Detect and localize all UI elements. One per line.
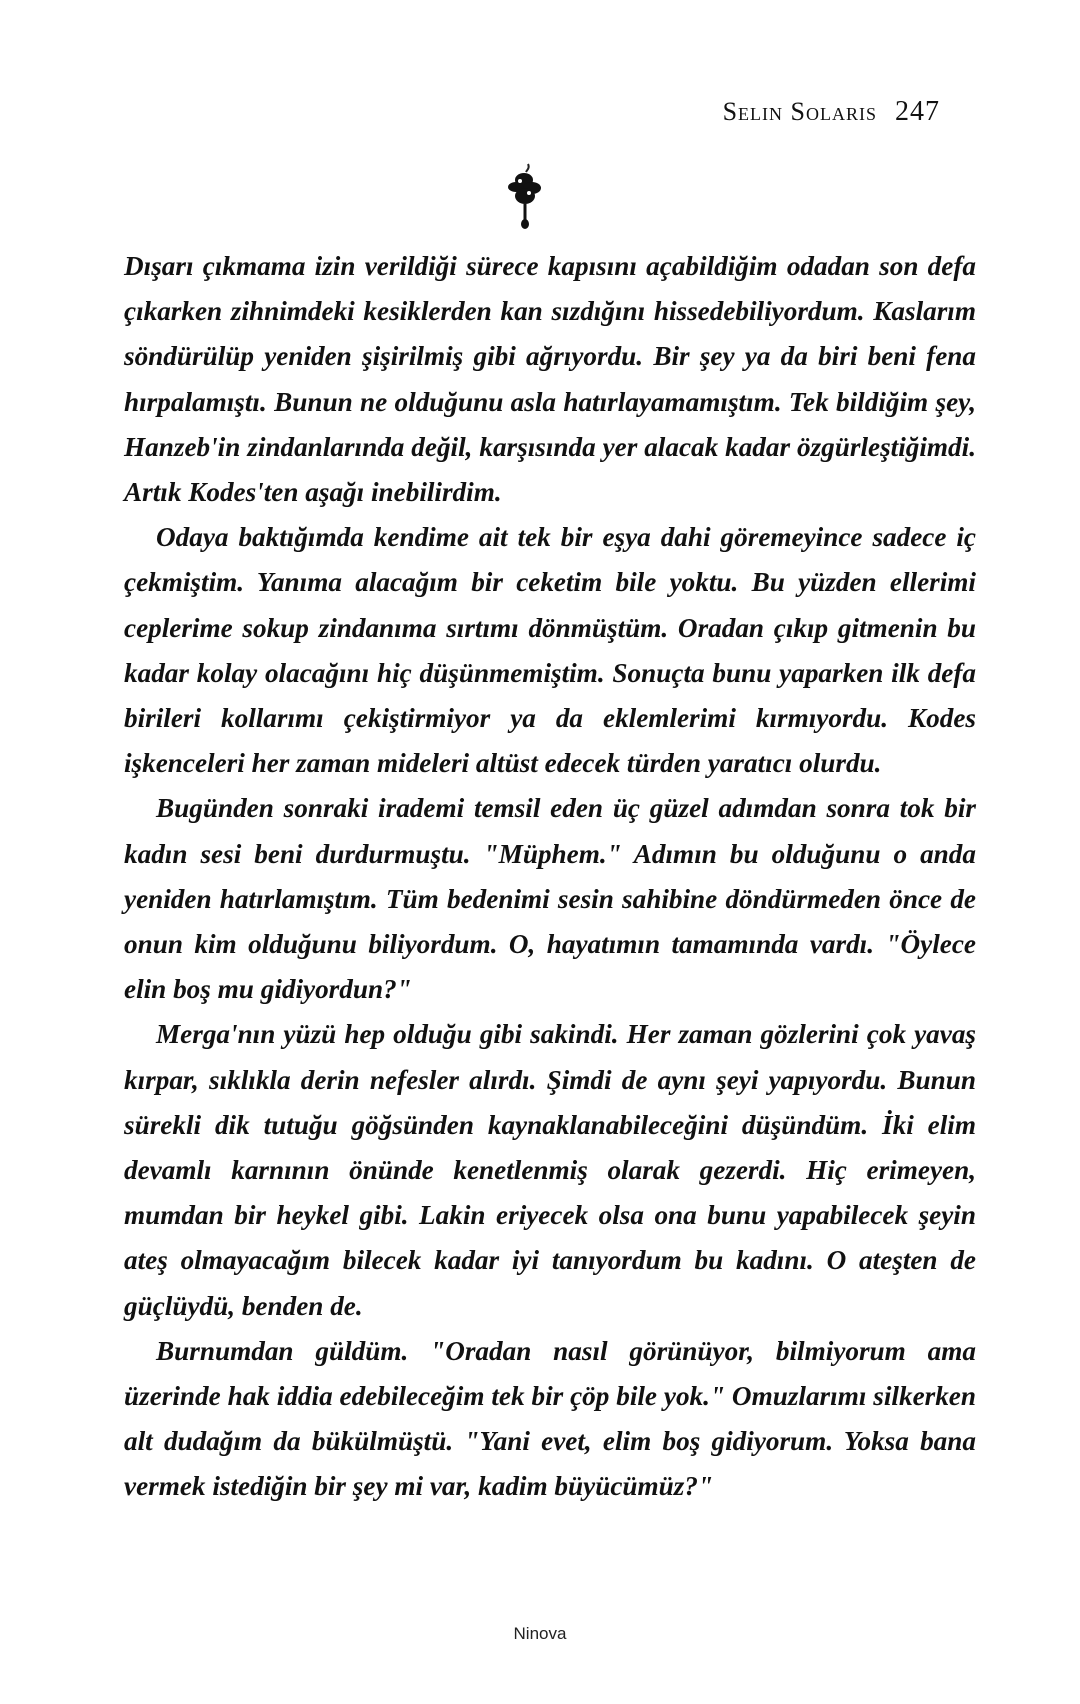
paragraph: Odaya baktığımda kendime ait tek bir eşya dahi göremeyince sadece iç çekmiştim. Yanıma alacağım bir ceketim bile yoktu. Bu yüzden ellerimi ceplerime sokup zindanıma sırtımı dönmüştüm. Oradan çıkıp gitmenin bu kadar kolay olacağını hiç düşünmemiştim. Sonuçta bunu yaparken ilk defa birileri kollarımı çekiştirmiyor ya da eklemlerimi kırmıyordu. Kodes işkenceleri her zaman mideleri altüst edecek türden yaratıcı olurdu. xyxy=(124,522,976,779)
paragraph: Dışarı çıkmama izin verildiği sürece kapısını açabildiğim odadan son defa çıkarken zihnimdeki kesiklerden kan sızdığını hissedebiliyordum. Kaslarım söndürülüp yeniden şişirilmiş gibi ağrıyordu. Bir şey ya da biri beni fena hırpalamıştı. Bunun ne olduğunu asla hatırlayamamıştım. Tek bildiğim şey, Hanzeb'in zindanlarında değil, karşısında yer alacak kadar özgürleştiğimdi. Artık Kodes'ten aşağı inebilirdim. xyxy=(124,251,976,508)
running-header xyxy=(723,96,940,128)
publisher-footer: Ninova xyxy=(513,1624,567,1643)
paragraph: Burnumdan güldüm. "Oradan nasıl görünüyor, bilmiyorum ama üzerinde hak iddia edebileceğim tek bir çöp bile yok." Omuzlarımı silkerken alt dudağım da bükülmüştü. "Yani evet, elim boş gidiyorum. Yoksa bana vermek istediğin bir şey mi var, kadim büyücümüz?" xyxy=(124,1335,976,1502)
chapter-text xyxy=(124,244,976,1510)
floral-ornament-icon xyxy=(500,160,550,232)
page-number: 247 xyxy=(895,96,940,127)
paragraph: Bugünden sonraki irademi temsil eden üç güzel adımdan sonra tok bir kadın sesi beni durdurmuştu. "Müphem." Adımın bu olduğunu o anda yeniden hatırlamıştım. Tüm bedenimi sesin sahibine döndürmeden önce de onun kim olduğunu biliyordum. O, hayatımın tamamında vardı. "Öylece elin boş mu gidiyordun?" xyxy=(124,793,976,1005)
paragraph: Merga'nın yüzü hep olduğu gibi sakindi. Her zaman gözlerini çok yavaş kırpar, sıklıkla derin nefesler alırdı. Şimdi de aynı şeyi yapıyordu. Bunun sürekli dik tutuğu göğsünden kaynaklanabileceğini düşündüm. İki elim devamlı karnının önünde kenetlenmiş olarak gezerdi. Hiç erimeyen, mumdan bir heykel gibi. Lakin eriyecek olsa ona bunu yapabilecek şeyin ateş olmayacağım bilecek kadar iyi tanıyordum bu kadını. O ateşten de güçlüydü, benden de. xyxy=(124,1019,976,1321)
header-title: Selin Solaris xyxy=(722,97,877,126)
